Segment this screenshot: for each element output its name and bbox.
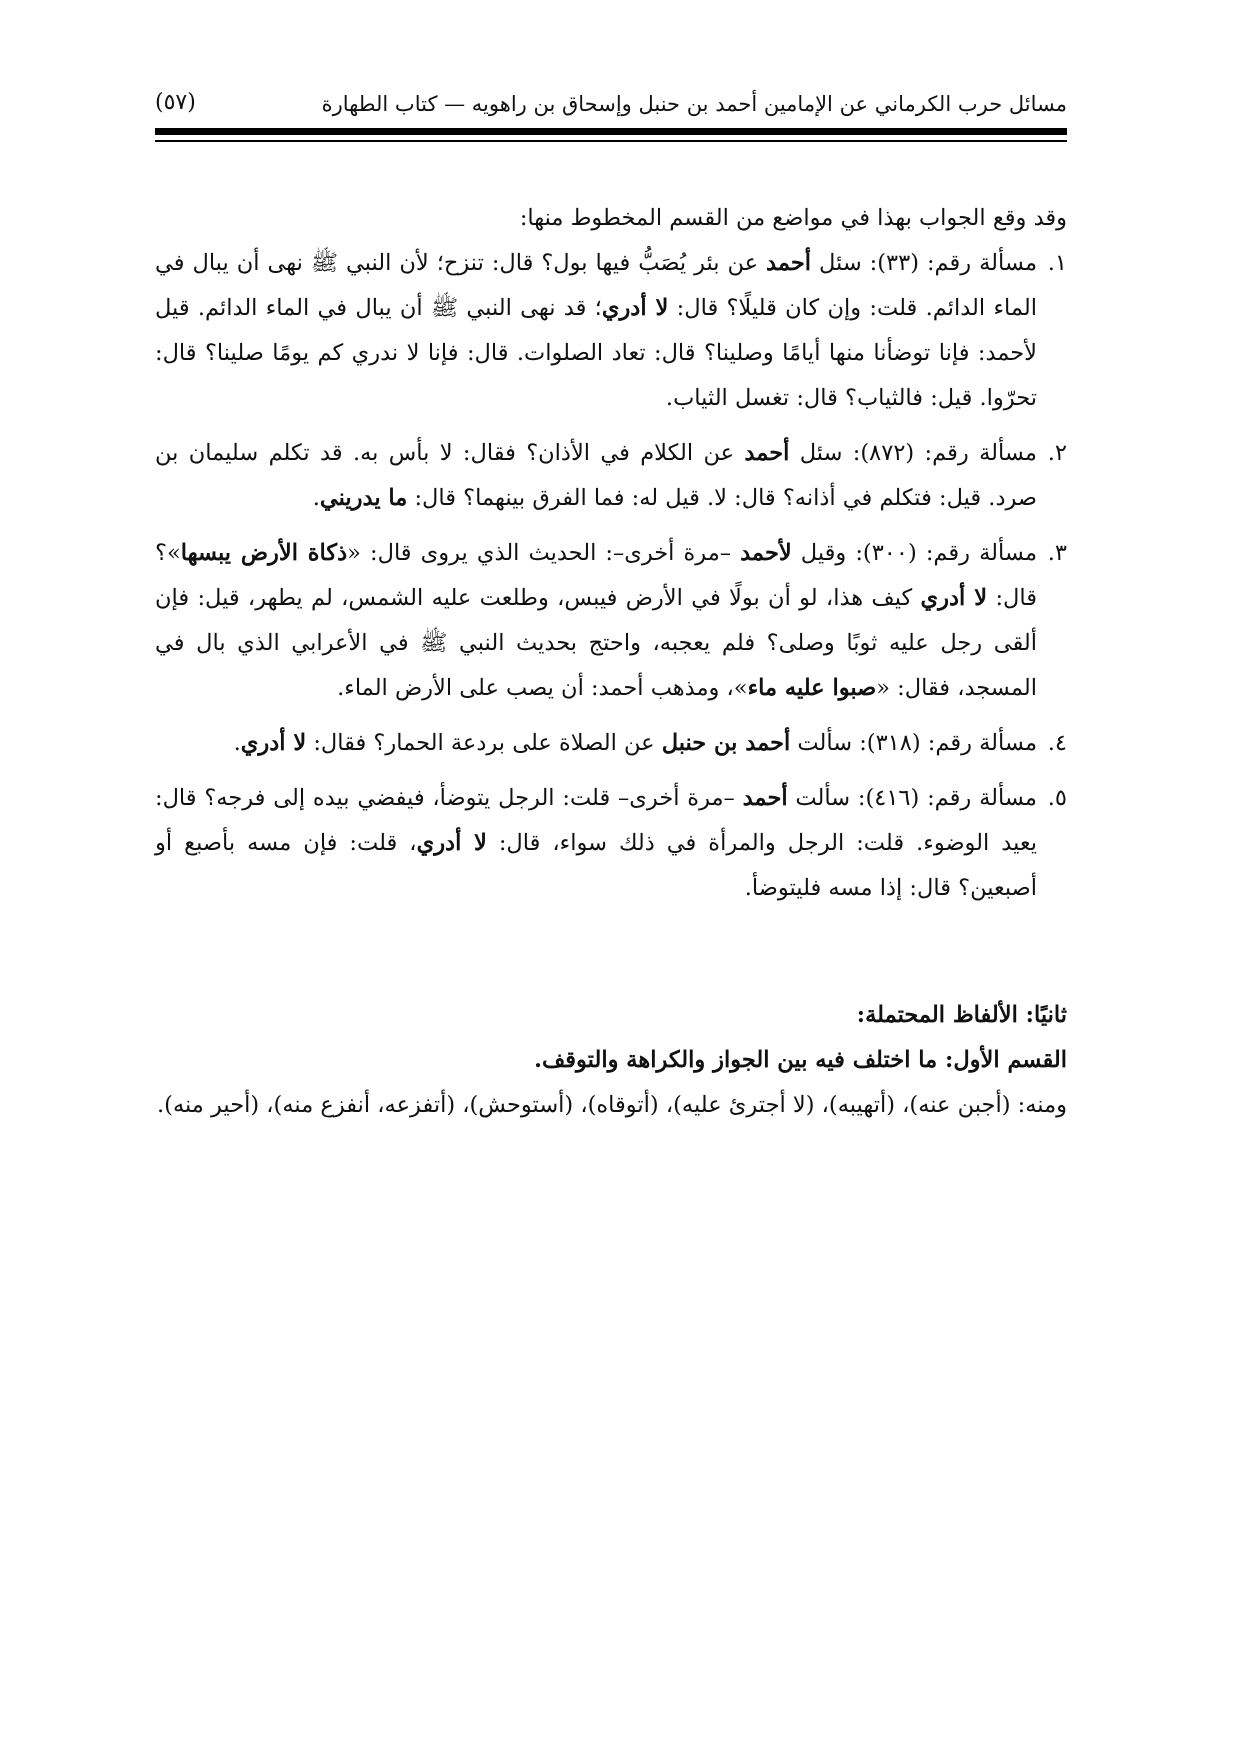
item-text: مسألة رقم: (٤١٦): سألت أحمد –مرة أخرى– قلت: الرجل يتوضأ، فيفضي بيده إلى فرجه؟ قال: يعيد الوضوء. قلت: الرجل والمرأة في ذلك سواء، قال: لا أدري، قلت: فإن مسه بأصبع أو أصبعين؟ قال: إذا مسه فليتوضأ. [155, 785, 1037, 901]
item-number: ٥. [1047, 785, 1067, 811]
book-title: مسائل حرب الكرماني عن الإمامين أحمد بن حنبل وإسحاق بن راهويه — كتاب الطهارة [321, 92, 1067, 116]
list-item [155, 721, 1067, 766]
item-number: ١. [1047, 250, 1067, 276]
closing-paragraph: ومنه: (أجبن عنه)، (أتهيبه)، (لا أجترئ عليه)، (أتوقاه)، (أستوحش)، (أتفزعه، أنفزع منه)، (أحير منه). [157, 1092, 1067, 1118]
list-item [155, 241, 1067, 421]
item-text: مسألة رقم: (٣٣): سئل أحمد عن بئر يُصَبُّ فيها بول؟ قال: تنزح؛ لأن النبي ﷺ نهى أن يبال في الماء الدائم. قلت: وإن كان قليلًا؟ قال: لا أدري؛ قد نهى النبي ﷺ أن يبال في الماء الدائم. قيل لأحمد: فإنا توضأنا منها أيامًا وصلينا؟ قال: تعاد الصلوات. قال: فإنا لا ندري كم يومًا صلينا؟ قال: تحرّوا. قيل: فالثياب؟ قال: تغسل الثياب. [155, 250, 1038, 411]
sub-heading: القسم الأول: ما اختلف فيه بين الجواز والكراهة والتوقف. [534, 1047, 1067, 1073]
section-gap [155, 921, 1067, 993]
header-rule-thick [155, 128, 1067, 135]
intro-paragraph: وقد وقع الجواب بهذا في مواضع من القسم المخطوط منها: [519, 205, 1067, 231]
running-header [155, 76, 1067, 116]
page-body [155, 196, 1067, 1128]
item-number: ٤. [1047, 730, 1067, 756]
list-item [155, 776, 1067, 911]
item-number: ٢. [1047, 440, 1067, 466]
section-heading: ثانيًا: الألفاظ المحتملة: [856, 1002, 1067, 1028]
page-number: (٥٧) [155, 90, 196, 115]
item-number: ٣. [1047, 540, 1067, 566]
list-item [155, 531, 1067, 711]
header-rule-thin [155, 140, 1067, 142]
item-text: مسألة رقم: (٣١٨): سألت أحمد بن حنبل عن الصلاة على بردعة الحمار؟ فقال: لا أدري. [233, 730, 1037, 756]
list-item [155, 431, 1067, 521]
item-text: مسألة رقم: (٣٠٠): وقيل لأحمد –مرة أخرى–: الحديث الذي يروى قال: «ذكاة الأرض يبسها»؟ قال: لا أدري كيف هذا، لو أن بولًا في الأرض فيبس، وطلعت عليه الشمس، لم يطهر، قيل: فإن ألقى رجل عليه ثوبًا وصلى؟ فلم يعجبه، واحتج بحديث النبي ﷺ في الأعرابي الذي بال في المسجد، فقال: «صبوا عليه ماء»، ومذهب أحمد: أن يصب على الأرض الماء. [155, 540, 1037, 701]
item-text: مسألة رقم: (٨٧٢): سئل أحمد عن الكلام في الأذان؟ فقال: لا بأس به. قد تكلم سليمان بن صرد. قيل: فتكلم في أذانه؟ قال: لا. قيل له: فما الفرق بينهما؟ قال: ما يدريني. [155, 440, 1037, 511]
